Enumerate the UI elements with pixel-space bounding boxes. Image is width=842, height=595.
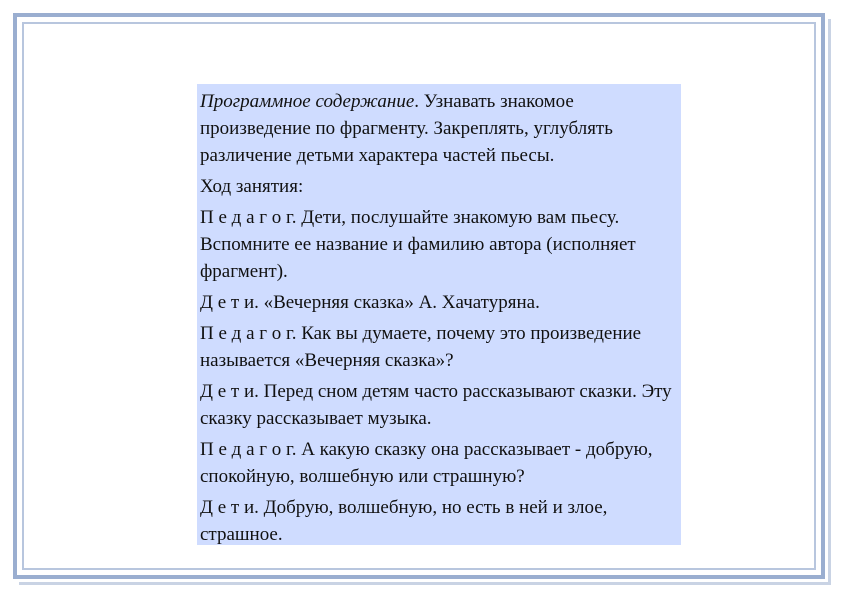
paragraph-children-3: Д е т и. Добрую, волшебную, но есть в ней и злое, страшное. bbox=[200, 497, 608, 545]
paragraph-intro bbox=[200, 88, 678, 169]
paragraph-teacher-2: П е д а г о г. Как вы думаете, почему это произведение называется «Вечерняя сказка»? bbox=[200, 323, 642, 371]
paragraph-children-1: Д е т и. «Вечерняя сказка» А. Хачатуряна. bbox=[200, 292, 540, 313]
paragraph-lesson-heading: Ход занятия: bbox=[200, 176, 304, 197]
paragraph-children-2: Д е т и. Перед сном детям часто рассказывают сказки. Эту сказку рассказывает музыка. bbox=[200, 381, 672, 429]
intro-label: Программное содержание bbox=[200, 91, 415, 112]
intro-text: . Узнавать знакомое произведение по фрагменту. Закреплять, углублять различение детьми характера частей пьесы. bbox=[200, 91, 613, 166]
paragraph-teacher-1: П е д а г о г. Дети, послушайте знакомую вам пьесу. Вспомните ее название и фамилию автора (исполняет фрагмент). bbox=[200, 207, 636, 282]
paragraph-teacher-3: П е д а г о г. А какую сказку она рассказывает - добрую, спокойную, волшебную или страшную? bbox=[200, 439, 653, 487]
text-box bbox=[197, 84, 681, 545]
